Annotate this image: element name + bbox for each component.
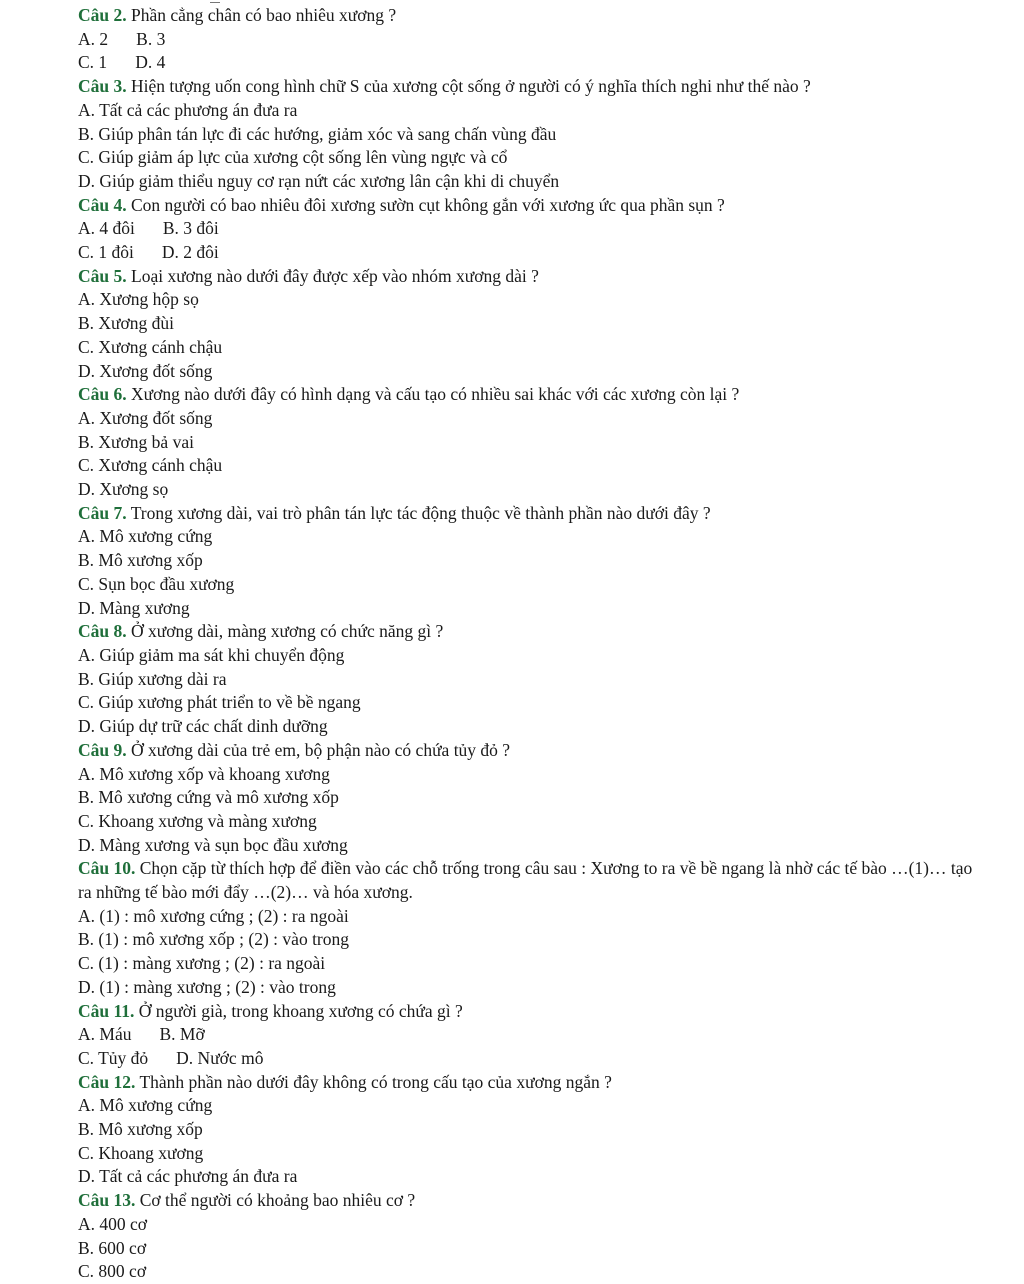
question-stem <box>78 4 998 28</box>
question-number: Câu 8. <box>78 621 127 642</box>
answer-row <box>78 241 998 265</box>
question-block <box>78 620 998 739</box>
question-text: Cơ thể người có khoảng bao nhiêu cơ ? <box>139 1190 416 1211</box>
answer-option: B. Giúp xương dài ra <box>78 668 227 689</box>
answer-row <box>78 146 998 170</box>
question-block <box>78 1189 998 1284</box>
answer-row <box>78 123 998 147</box>
answer-option: D. Xương sọ <box>78 479 169 500</box>
answer-row <box>78 431 998 455</box>
answer-option: B. Giúp phân tán lực đi các hướng, giảm xóc và sang chấn vùng đầu <box>78 123 557 144</box>
answer-row <box>78 1260 998 1284</box>
answer-option: D. 2 đôi <box>161 242 219 263</box>
question-block <box>78 4 998 75</box>
answer-option: B. 3 <box>136 28 166 49</box>
question-block <box>78 1000 998 1071</box>
answer-option: A. Xương đốt sống <box>78 407 213 428</box>
question-stem <box>78 739 998 763</box>
answer-option: C. 1 đôi <box>78 242 134 263</box>
answer-row <box>78 573 998 597</box>
answer-row <box>78 1213 998 1237</box>
question-number: Câu 5. <box>78 265 127 286</box>
question-stem <box>78 194 998 218</box>
question-text: Loại xương nào dưới đây được xếp vào nhóm xương dài ? <box>131 265 539 286</box>
answer-option: A. 4 đôi <box>78 218 135 239</box>
answer-option: C. (1) : màng xương ; (2) : ra ngoài <box>78 953 326 974</box>
answer-option: B. Xương bả vai <box>78 431 194 452</box>
answer-option: A. (1) : mô xương cứng ; (2) : ra ngoài <box>78 905 349 926</box>
answer-row <box>78 1023 998 1047</box>
answer-option: A. Tất cả các phương án đưa ra <box>78 99 298 120</box>
answer-row <box>78 1047 998 1071</box>
answer-row <box>78 597 998 621</box>
answer-row <box>78 1118 998 1142</box>
answer-row <box>78 288 998 312</box>
answer-row <box>78 763 998 787</box>
answer-option: D. Xương đốt sống <box>78 360 213 381</box>
answer-row <box>78 360 998 384</box>
question-number: Câu 6. <box>78 384 127 405</box>
answer-row <box>78 810 998 834</box>
question-block <box>78 75 998 194</box>
answer-row <box>78 454 998 478</box>
answer-option: D. Giúp giảm thiểu nguy cơ rạn nứt các xương lân cận khi di chuyển <box>78 170 560 191</box>
answer-option: A. Mô xương cứng <box>78 1095 213 1116</box>
answer-option: C. Khoang xương và màng xương <box>78 810 317 831</box>
answer-option: D. Màng xương và sụn bọc đầu xương <box>78 834 348 855</box>
answer-row <box>78 51 998 75</box>
answer-row <box>78 549 998 573</box>
question-block <box>78 857 998 999</box>
answer-row <box>78 336 998 360</box>
answer-row <box>78 786 998 810</box>
question-text: Ở người già, trong khoang xương có chứa gì ? <box>138 1000 463 1021</box>
answer-row <box>78 1094 998 1118</box>
answer-option: B. (1) : mô xương xốp ; (2) : vào trong <box>78 929 350 950</box>
answer-option: B. 3 đôi <box>162 218 219 239</box>
question-stem <box>78 620 998 644</box>
question-text: Thành phần nào dưới đây không có trong cấu tạo của xương ngắn ? <box>139 1071 612 1092</box>
answer-option: A. Máu <box>78 1024 132 1045</box>
question-stem <box>78 502 998 526</box>
question-number: Câu 3. <box>78 76 127 97</box>
answer-row <box>78 928 998 952</box>
answer-option: C. Giúp xương phát triển to về bề ngang <box>78 692 361 713</box>
answer-row <box>78 976 998 1000</box>
question-number: Câu 2. <box>78 5 127 25</box>
answer-option: C. Tủy đỏ <box>78 1047 149 1068</box>
top-edge-mark <box>210 2 220 6</box>
answer-row <box>78 952 998 976</box>
question-stem <box>78 857 978 904</box>
answer-option: D. Nước mô <box>176 1047 264 1068</box>
answer-option: B. Mô xương xốp <box>78 550 203 571</box>
question-stem <box>78 75 998 99</box>
answer-option: C. 800 cơ <box>78 1261 147 1282</box>
answer-option: A. Mô xương xốp và khoang xương <box>78 763 330 784</box>
worksheet-document <box>78 4 998 1284</box>
question-block <box>78 265 998 384</box>
answer-row <box>78 691 998 715</box>
answer-row <box>78 834 998 858</box>
answer-row <box>78 525 998 549</box>
answer-option: A. Xương hộp sọ <box>78 289 199 310</box>
question-block <box>78 739 998 858</box>
answer-option: C. Khoang xương <box>78 1142 204 1163</box>
answer-row <box>78 668 998 692</box>
answer-option: A. 400 cơ <box>78 1213 148 1234</box>
answer-option: C. Sụn bọc đầu xương <box>78 573 235 594</box>
question-text: Trong xương dài, vai trò phân tán lực tác động thuộc về thành phần nào dưới đây ? <box>130 502 711 523</box>
question-stem <box>78 383 998 407</box>
answer-option: A. 2 <box>78 28 109 49</box>
question-text: Con người có bao nhiêu đôi xương sườn cụt không gắn với xương ức qua phần sụn ? <box>131 194 725 215</box>
question-text: Phần cẳng chân có bao nhiêu xương ? <box>131 5 397 25</box>
question-block <box>78 194 998 265</box>
answer-option: A. Mô xương cứng <box>78 526 213 547</box>
answer-option: B. 600 cơ <box>78 1237 147 1258</box>
question-number: Câu 13. <box>78 1190 136 1211</box>
question-block <box>78 1071 998 1190</box>
question-stem <box>78 1000 998 1024</box>
question-text: Ở xương dài, màng xương có chức năng gì ? <box>131 621 444 642</box>
answer-option: D. Tất cả các phương án đưa ra <box>78 1166 298 1187</box>
question-number: Câu 7. <box>78 502 127 523</box>
answer-row <box>78 478 998 502</box>
answer-option: D. 4 <box>135 52 166 73</box>
question-number: Câu 11. <box>78 1000 135 1021</box>
answer-option: B. Mỡ <box>159 1024 205 1045</box>
answer-option: D. Giúp dự trữ các chất dinh dưỡng <box>78 716 328 737</box>
answer-row <box>78 905 998 929</box>
question-text: Xương nào dưới đây có hình dạng và cấu tạo có nhiều sai khác với các xương còn lại ? <box>131 384 740 405</box>
answer-row <box>78 407 998 431</box>
question-stem <box>78 1071 998 1095</box>
answer-option: B. Mô xương cứng và mô xương xốp <box>78 787 339 808</box>
answer-option: C. 1 <box>78 52 108 73</box>
answer-option: C. Giúp giảm áp lực của xương cột sống lên vùng ngực và cổ <box>78 147 508 168</box>
answer-option: D. Màng xương <box>78 597 190 618</box>
answer-row <box>78 99 998 123</box>
answer-option: C. Xương cánh chậu <box>78 336 223 357</box>
answer-row <box>78 217 998 241</box>
question-number: Câu 10. <box>78 858 136 879</box>
answer-row <box>78 312 998 336</box>
answer-option: D. (1) : màng xương ; (2) : vào trong <box>78 976 336 997</box>
answer-option: B. Mô xương xốp <box>78 1119 203 1140</box>
answer-row <box>78 1142 998 1166</box>
question-stem <box>78 1189 998 1213</box>
question-stem <box>78 265 998 289</box>
answer-row <box>78 644 998 668</box>
question-number: Câu 12. <box>78 1071 136 1092</box>
question-text: Hiện tượng uốn cong hình chữ S của xương cột sống ở người có ý nghĩa thích nghi như thế nào ? <box>131 76 811 97</box>
question-text: Chọn cặp từ thích hợp để điền vào các chỗ trống trong câu sau : Xương to ra về bề ngang là nhờ các tế bào …(1)… tạo ra những tế bào mới đẩy …(2)… và hóa xương. <box>78 858 973 903</box>
answer-row <box>78 715 998 739</box>
question-text: Ở xương dài của trẻ em, bộ phận nào có chứa tủy đỏ ? <box>131 739 511 760</box>
answer-row <box>78 170 998 194</box>
answer-row <box>78 28 998 52</box>
answer-row <box>78 1165 998 1189</box>
question-block <box>78 502 998 621</box>
question-block <box>78 383 998 502</box>
answer-option: C. Xương cánh chậu <box>78 455 223 476</box>
question-number: Câu 4. <box>78 194 127 215</box>
question-number: Câu 9. <box>78 739 127 760</box>
answer-option: A. Giúp giảm ma sát khi chuyển động <box>78 644 345 665</box>
answer-option: B. Xương đùi <box>78 313 175 334</box>
answer-row <box>78 1237 998 1261</box>
